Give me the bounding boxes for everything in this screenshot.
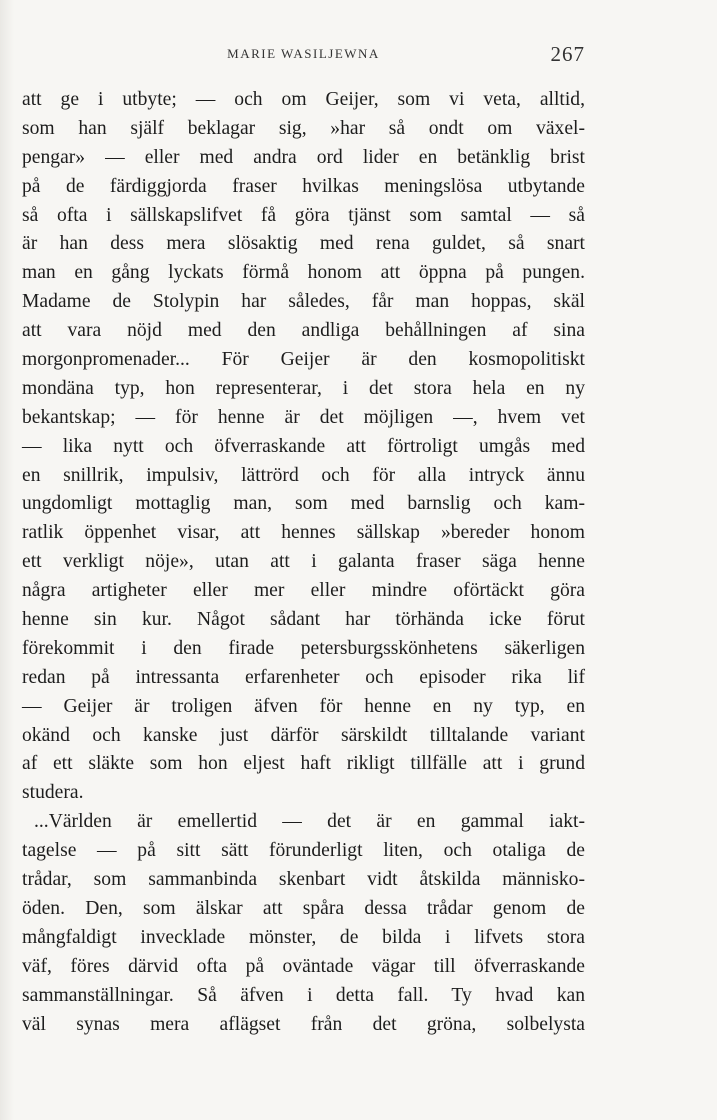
text-line: af ett släkte som hon eljest haft rikligt tillfälle att i grund — [22, 753, 585, 775]
text-line: morgonpromenader... För Geijer är den kosmopolitiskt — [22, 349, 585, 371]
text-line: ett verkligt nöje», utan att i galanta fraser säga henne — [22, 551, 585, 573]
paragraph-start-line: ...Världen är emellertid — det är en gammal iakt- — [34, 811, 585, 833]
text-line: redan på intressanta erfarenheter och episoder rika lif — [22, 666, 585, 688]
text-line: några artigheter eller mer eller mindre oförtäckt göra — [22, 580, 585, 602]
text-line: mondäna typ, hon representerar, i det stora hela en ny — [22, 377, 585, 399]
text-line: — lika nytt och öfverraskande att förtroligt umgås med — [22, 435, 585, 457]
page-number: 267 — [550, 42, 585, 66]
text-line: öden. Den, som älskar att spåra dessa trådar genom de — [22, 897, 585, 919]
text-line: pengar» — eller med andra ord lider en betänklig brist — [22, 146, 585, 168]
text-line: trådar, som sammanbinda skenbart vidt åtskilda människo- — [22, 869, 585, 891]
text-line: Madame de Stolypin har således, får man hoppas, skäl — [22, 291, 585, 313]
text-line: sammanställningar. Så äfven i detta fall. Ty hvad kan — [22, 984, 585, 1006]
text-line: på de färdiggjorda fraser hvilkas meningslösa utbytande — [22, 175, 585, 197]
text-line: väf, föres därvid ofta på oväntade vägar till öfverraskande — [22, 955, 585, 977]
text-line: tagelse — på sitt sätt förunderligt liten, och otaliga de — [22, 840, 585, 862]
paragraph-end-line: studera. — [22, 782, 84, 804]
text-line: okänd och kanske just därför särskildt tilltalande variant — [22, 724, 585, 746]
page-edge — [0, 0, 14, 1120]
body-text — [22, 86, 585, 1039]
text-line: — Geijer är troligen äfven för henne en ny typ, en — [22, 695, 585, 717]
text-line: så ofta i sällskapslifvet få göra tjänst som samtal — så — [22, 204, 585, 226]
text-line: man en gång lyckats förmå honom att öppna på pungen. — [22, 262, 585, 284]
text-line: är han dess mera slösaktig med rena guldet, så snart — [22, 233, 585, 255]
running-head: MARIE WASILJEWNA — [227, 46, 380, 61]
text-line: att vara nöjd med den andliga behållningen af sina — [22, 320, 585, 342]
text-line: förekommit i den firade petersburgsskönhetens säkerligen — [22, 637, 585, 659]
text-line: ratlik öppenhet visar, att hennes sällskap »bereder honom — [22, 522, 585, 544]
text-line: väl synas mera aflägset från det gröna, solbelysta — [22, 1013, 585, 1035]
text-line: en snillrik, impulsiv, lättrörd och för alla intryck ännu — [22, 464, 585, 486]
text-line: bekantskap; — för henne är det möjligen —, hvem vet — [22, 406, 585, 428]
text-line: henne sin kur. Något sådant har törhända icke förut — [22, 609, 585, 631]
text-line: mångfaldigt invecklade mönster, de bilda i lifvets stora — [22, 926, 585, 948]
text-line: ungdomligt mottaglig man, som med barnslig och kam- — [22, 493, 585, 515]
text-line: som han själf beklagar sig, »har så ondt om växel- — [22, 117, 585, 139]
text-line: att ge i utbyte; — och om Geijer, som vi veta, alltid, — [22, 89, 585, 110]
page-header — [22, 42, 585, 72]
